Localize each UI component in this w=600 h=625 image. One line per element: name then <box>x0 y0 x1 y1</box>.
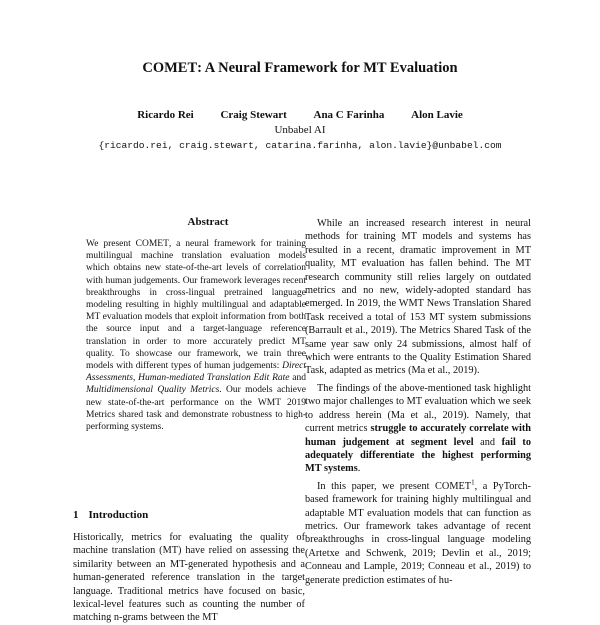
author-2: Craig Stewart <box>220 109 287 121</box>
abstract-comet: COMET <box>135 239 169 249</box>
abstract-text: and <box>289 373 306 384</box>
author-3: Ana C Farinha <box>313 109 385 121</box>
right-paragraph-2 <box>305 382 531 476</box>
intro-text: Historically, metrics for evaluating the quality of machine translation (MT) have relied on assessing the similarity between an MT-generated hypothesis and a human-generated reference translation in the target language. Traditional metrics have focused on basic, lexical-level features such as counting the number of matching n-grams between the MT <box>73 532 305 624</box>
author-1: Ricardo Rei <box>137 109 194 121</box>
author-4: Alon Lavie <box>411 109 463 121</box>
section-heading <box>73 509 313 521</box>
abstract-italic: Direct Assessments <box>86 361 306 384</box>
right-paragraph-3 <box>305 480 531 587</box>
abstract-text: . Our models achieve new state-of-the-art performance on the WMT 2019 Metrics shared task and demonstrate robustness to high-performing systems. <box>86 385 306 433</box>
paragraph-text: The findings of the above-mentioned task highlight two major challenges to MT evaluation which we seek to address herein (Ma et al., 2019). Namely, that current metrics <box>305 382 531 435</box>
abstract-heading: Abstract <box>187 216 229 228</box>
intro-paragraph <box>73 531 305 625</box>
abstract-text: , a neural framework for training multilingual machine translation evaluation models which obtains new state-of-the-art levels of correlation with human judgements. Our framework leverages recent breakthroughs in cross-lingual pretrained language modeling resulting in highly multilingual and adaptable MT evaluation models that exploit information from both the source input and a target-language reference translation in order to more accurately predict MT quality. To showcase our framework, we train three models with different types of human judgements: <box>86 239 306 372</box>
right-column <box>305 217 531 591</box>
paragraph-text: , a PyTorch-based framework for training highly multilingual and adaptable MT evaluation models that can function as metrics. Our framework takes advantage of recent breakthroughs in cross-lingual language modeling (Artetxe and Schwenk, 2019; Devlin et al., 2019; Conneau and Lample, 2019; Conneau et al., 2019) to generate prediction estimates of hu- <box>305 480 531 586</box>
section-number: 1 <box>73 509 79 521</box>
paragraph-text: and <box>473 436 502 448</box>
affiliation: Unbabel AI <box>274 124 326 136</box>
title-rest: : A Neural Framework for MT Evaluation <box>197 60 458 76</box>
paragraph-text: In this paper, we present <box>317 480 436 492</box>
paragraph-bold: struggle to accurately correlate with human judgement at segment level <box>305 423 531 448</box>
section-title: Introduction <box>88 509 149 521</box>
footnote-marker[interactable]: 1 <box>471 478 475 487</box>
author-emails: {ricardo.rei, craig.stewart, catarina.farinha, alon.lavie}@unbabel.com <box>98 140 502 151</box>
abstract-italic: Multidimensional Quality Metrics <box>86 385 220 396</box>
paragraph-comet: COMET <box>435 480 472 492</box>
author-list <box>0 109 600 121</box>
abstract-italic: Human-mediated Translation Edit Rate <box>138 373 290 384</box>
title-comet: COMET <box>142 60 198 76</box>
abstract-body <box>86 238 306 433</box>
abstract-text: We present <box>86 239 136 249</box>
right-paragraph-1: While an increased research interest in neural methods for training MT models and systems has resulted in a recent, dramatic improvement in MT quality, MT evaluation has fallen behind. The MT research community still relies largely on outdated metrics and no new, widely-adopted standard has emerged. In 2019, the WMT News Translation Shared Task received a total of 153 MT system submissions (Barrault et al., 2019). The Metrics Shared Task of the same year saw only 24 submissions, almost half of which were entrants to the Quality Estimation Shared Task, adapted as metrics (Ma et al., 2019). <box>305 218 531 377</box>
paper-title <box>0 60 600 77</box>
paragraph-bold: fail to adequately differentiate the highest performing MT systems <box>305 436 531 475</box>
abstract-text: , <box>132 373 139 384</box>
paragraph-text: . <box>357 463 361 475</box>
